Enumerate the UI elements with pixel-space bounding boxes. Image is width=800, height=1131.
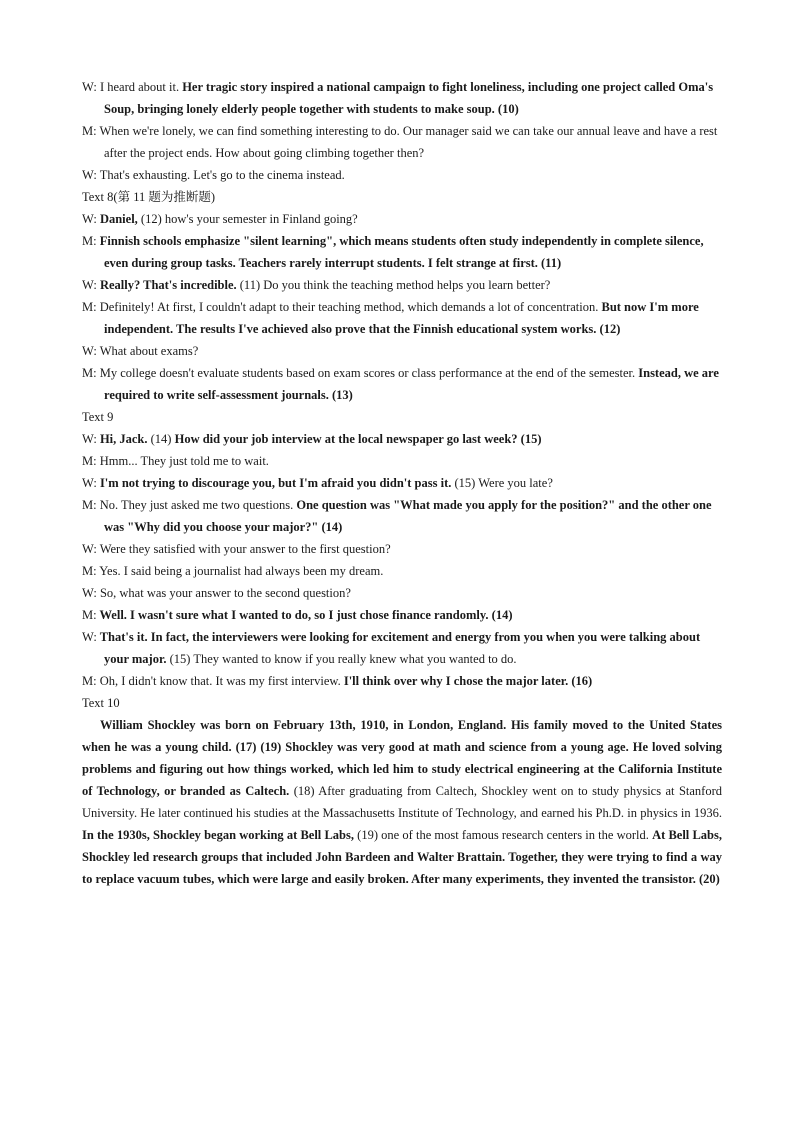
- answer-key-text: Instead, we are required to write self-assessment journals. (13): [104, 366, 719, 402]
- speaker-label: W:: [82, 80, 97, 94]
- speaker-label: M:: [82, 498, 97, 512]
- answer-key-text: I'll think over why I chose the major later. (16): [343, 674, 593, 688]
- dialogue-text: I heard about it.: [96, 80, 183, 94]
- speaker-label: M:: [82, 366, 97, 380]
- dialogue-line: [82, 450, 722, 472]
- dialogue-text: (15) Were you late?: [454, 476, 553, 490]
- answer-key-text: In the 1930s, Shockley began working at Bell Labs,: [82, 828, 358, 842]
- speaker-label: M:: [82, 674, 97, 688]
- answer-key-text: At Bell Labs, Shockley led research groups that included John Bardeen and Walter Brattain. Together, they were trying to find a way to replace vacuum tubes, which were large and easily broken. After many experiments, they invented the transistor. (20): [82, 828, 722, 886]
- speaker-label: M:: [82, 124, 97, 138]
- answer-key-text: One question was "What made you apply for the position?" and the other one was "Why did you choose your major?" (14): [104, 498, 712, 534]
- dialogue-line: [82, 494, 722, 538]
- dialogue-line: [82, 164, 722, 186]
- speaker-label: W:: [82, 542, 97, 556]
- dialogue-line: [82, 472, 722, 494]
- speaker-label: W:: [82, 586, 97, 600]
- answer-key-text: William Shockley was born on February 13th, 1910, in London, England. His family moved to the United States when he was a young child. (17) (19) Shockley was very good at math and science from a young age. He loved solving problems and figuring out how things worked, which led him to study electrical engineering at the California Institute of Technology, or branded as Caltech.: [82, 718, 722, 798]
- dialogue-line: [82, 76, 722, 120]
- dialogue-text: Yes. I said being a journalist had always been my dream.: [96, 564, 384, 578]
- speaker-label: W:: [82, 278, 97, 292]
- dialogue-line: [82, 208, 722, 230]
- page-content: [82, 76, 722, 890]
- dialogue-line: [82, 560, 722, 582]
- answer-key-text: Her tragic story inspired a national campaign to fight loneliness, including one project called Oma's Soup, bringing lonely elderly people together with students to make soup. (10): [104, 80, 714, 116]
- answer-key-text: Daniel,: [96, 212, 141, 226]
- answer-key-text: That's it. In fact, the interviewers were looking for excitement and energy from you when you were talking about your major.: [96, 630, 701, 666]
- answer-key-text: Finnish schools emphasize "silent learning", which means students often study independently in complete silence, even during group tasks. Teachers rarely interrupt students. I felt strange at first. (11): [96, 234, 704, 270]
- speaker-label: M:: [82, 564, 97, 578]
- speaker-label: W:: [82, 630, 97, 644]
- dialogue-line: [82, 274, 722, 296]
- answer-key-text: I'm not trying to discourage you, but I'm afraid you didn't pass it.: [96, 476, 455, 490]
- dialogue-line: [82, 670, 722, 692]
- dialogue-line: [82, 626, 722, 670]
- dialogue-line: [82, 340, 722, 362]
- dialogue-text: My college doesn't evaluate students based on exam scores or class performance at the end of the semester.: [96, 366, 639, 380]
- dialogue-line: [82, 296, 722, 340]
- answer-key-text: Really? That's incredible.: [96, 278, 240, 292]
- dialogue-line: [82, 604, 722, 626]
- dialogue-text: (11) Do you think the teaching method helps you learn better?: [239, 278, 551, 292]
- passage-text: (19) one of the most famous research centers in the world.: [357, 828, 653, 842]
- text8-heading: Text 8(第 11 题为推断题): [82, 190, 216, 204]
- dialogue-line: [82, 230, 722, 274]
- dialogue-text: Were they satisfied with your answer to the first question?: [96, 542, 391, 556]
- answer-key-text: But now I'm more independent. The results I've achieved also prove that the Finnish educational system works. (12): [104, 300, 699, 336]
- dialogue-text: Definitely! At first, I couldn't adapt to their teaching method, which demands a lot of concentration.: [96, 300, 602, 314]
- text10-heading: Text 10: [82, 696, 120, 710]
- speaker-label: W:: [82, 212, 97, 226]
- answer-key-text: Hi, Jack.: [96, 432, 151, 446]
- dialogue-line: [82, 582, 722, 604]
- answer-key-text: How did your job interview at the local newspaper go last week? (15): [174, 432, 542, 446]
- dialogue-text: Hmm... They just told me to wait.: [96, 454, 269, 468]
- answer-key-text: Well. I wasn't sure what I wanted to do, so I just chose finance randomly. (14): [96, 608, 513, 622]
- dialogue-line: [82, 362, 722, 406]
- dialogue-text: (15) They wanted to know if you really knew what you wanted to do.: [169, 652, 517, 666]
- speaker-label: M:: [82, 300, 97, 314]
- speaker-label: W:: [82, 168, 97, 182]
- dialogue-line: [82, 120, 722, 164]
- passage-text: (18) After graduating from Caltech, Shockley went on to study physics at Stanford University. He later continued his studies at the Massachusetts Institute of Technology, and earned his Ph.D. in physics in 1936.: [82, 784, 722, 820]
- text7-end-section: [82, 76, 722, 186]
- dialogue-text: (12) how's your semester in Finland going?: [140, 212, 358, 226]
- speaker-label: W:: [82, 344, 97, 358]
- dialogue-text: When we're lonely, we can find something interesting to do. Our manager said we can take our annual leave and have a rest after the project ends. How about going climbing together then?: [96, 124, 718, 160]
- dialogue-text: So, what was your answer to the second question?: [96, 586, 351, 600]
- dialogue-text: Oh, I didn't know that. It was my first interview.: [96, 674, 344, 688]
- text9-heading: Text 9: [82, 410, 114, 424]
- text10-paragraph: [82, 714, 722, 890]
- dialogue-line: [82, 428, 722, 450]
- speaker-label: W:: [82, 476, 97, 490]
- dialogue-text: That's exhausting. Let's go to the cinema instead.: [96, 168, 345, 182]
- speaker-label: M:: [82, 234, 97, 248]
- dialogue-line: [82, 538, 722, 560]
- text9-section: [82, 428, 722, 692]
- dialogue-text: (14): [150, 432, 175, 446]
- speaker-label: W:: [82, 432, 97, 446]
- text8-section: [82, 208, 722, 406]
- dialogue-text: No. They just asked me two questions.: [96, 498, 297, 512]
- speaker-label: M:: [82, 608, 97, 622]
- speaker-label: M:: [82, 454, 97, 468]
- dialogue-text: What about exams?: [96, 344, 199, 358]
